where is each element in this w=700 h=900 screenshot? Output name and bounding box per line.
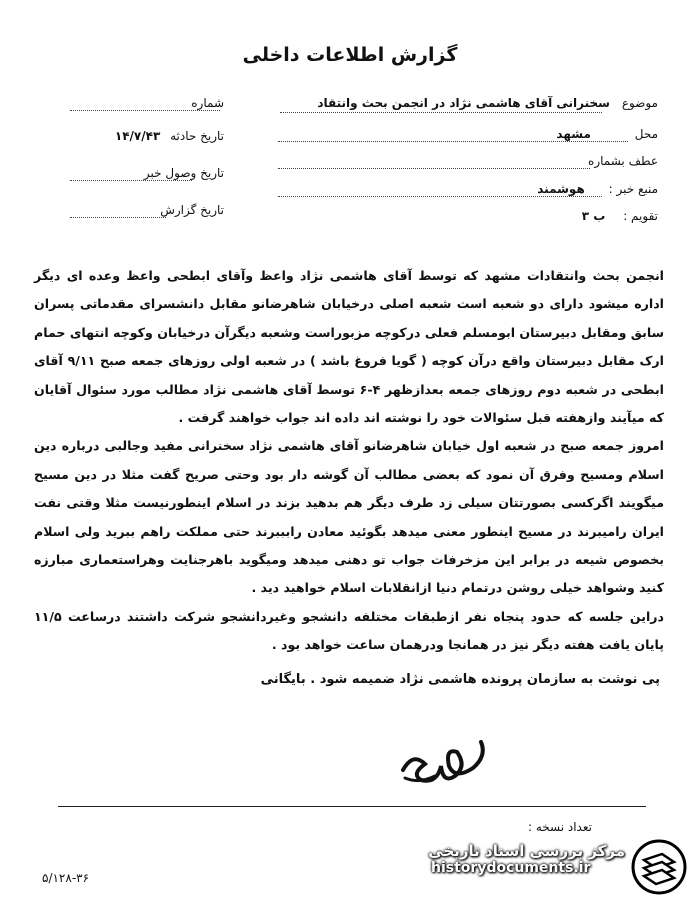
number-line — [70, 110, 220, 111]
location-label: محل — [634, 127, 658, 141]
location-line — [278, 141, 628, 142]
number-field — [191, 96, 224, 110]
source-line — [278, 196, 602, 197]
report-date-label: تاریخ گزارش — [160, 203, 224, 217]
calendar-field — [582, 209, 658, 223]
attached-number-line — [278, 168, 590, 169]
archive-note: پی نوشت به سازمان پرونده هاشمی نژاد ضمیمه شود . بایگانی — [260, 672, 660, 687]
subject-label: موضوع — [621, 96, 658, 110]
incident-date-value: ۱۴/۷/۴۳ — [114, 129, 161, 143]
copies-count-field — [528, 820, 592, 834]
watermark-text-en: historydocuments.ir — [431, 860, 591, 876]
number-label: شماره — [191, 96, 224, 110]
subject-value: سخنرانی آقای هاشمی نژاد در انجمن بحث وانتقاد — [317, 96, 610, 110]
subject-field — [317, 96, 658, 110]
paragraph-2: امروز جمعه صبح در شعبه اول خیابان شاهرضانو آقای هاشمی نژاد سخنرانی مفید وجالبی درباره دین اسلام ومسیح وفرق آن نمود که بعضی مطالب آن گوشه دار بود وحتی صریح گفت مثلا در دین مسیح میگویند اگرکسی بصورتتان سیلی زد طرف دیگر هم بدهید بزند در اسلام اینطورنیست مثلا وقتی نفت ایران رامیبرند در مسیح اینطور معنی میدهد بگوئید معادن رابببرند حتی مملکت راهم ببرید ولی اسلام بخصوص شیعه در برابر این مزخرفات جواب تو دهنی میدهد ومیگوید باهرجنایت وهراستعماری مبارزه کنید وشواهد خیلی روشن درتمام دنیا ازانقلابات اسلام خواهید دید . — [34, 438, 664, 596]
copies-count-label: تعداد نسخه : — [527, 820, 592, 834]
source-value: هوشمند — [537, 182, 585, 196]
source-field — [537, 182, 658, 196]
received-date-line — [70, 180, 192, 181]
location-value: مشهد — [556, 127, 591, 141]
footer-divider — [58, 806, 646, 807]
attached-number-field — [588, 154, 658, 168]
attached-number-label: عطف بشماره — [588, 154, 658, 168]
report-date-field — [160, 203, 224, 217]
received-date-label: تاریخ وصول خبر — [143, 166, 224, 180]
paragraph-1: انجمن بحث وانتقادات مشهد که توسط آقای هاشمی نژاد واعظ وآقای ابطحی واعظ وعده ای دیگر اداره میشود دارای دو شعبه است شعبه اصلی درخیابان شاهرضانو مقابل دانشسرای مقدماتی پسران سابق ومقابل دبیرستان ابومسلم فعلی درکوچه مزبوراست وشعبه دیگرآن درخیابان وکوچه انتهای حمام ارک مقابل دبیرستان واقع درآن کوچه ( گویا فروغ باشد ) در شعبه اولی روزهای جمعه صبح ۹/۱۱ آقای ابطحی در شعبه دوم روزهای جمعه بعدازظهر ۴-۶ توسط آقای هاشمی نژاد مطالب مورد سئوال آقایان که میآیند وازهفته قبل سئوالات خود را نوشته اند داده اند جواب خواهند گرفت . — [34, 268, 664, 426]
calendar-value: ب ۳ — [581, 209, 606, 223]
watermark — [425, 842, 625, 876]
location-field — [556, 127, 658, 141]
handwritten-signature — [395, 730, 515, 790]
subject-line — [280, 112, 602, 113]
paragraph-3: دراین جلسه که حدود پنجاه نفر ازطبقات مختلفه دانشجو وغیردانشجو شرکت داشتند درساعت ۱۱/۵ پایان یافت هفته دیگر نیز در همانجا ودرهمان ساعت خواهد بود . — [34, 608, 664, 653]
received-date-field — [144, 166, 224, 180]
source-label: منبع خبر : — [608, 182, 658, 196]
incident-date-label: تاریخ حادثه — [170, 129, 224, 143]
report-date-line — [70, 217, 166, 218]
watermark-logo-icon — [630, 838, 688, 896]
calendar-label: تقویم : — [623, 209, 658, 223]
report-body — [34, 262, 664, 660]
report-title: گزارش اطلاعات داخلی — [242, 44, 458, 66]
incident-date-field — [115, 129, 224, 143]
watermark-text-fa: مرکز بررسی اسناد تاریخی — [428, 842, 625, 860]
document-number: ۵/۱۲۸-۳۶ — [42, 871, 90, 885]
